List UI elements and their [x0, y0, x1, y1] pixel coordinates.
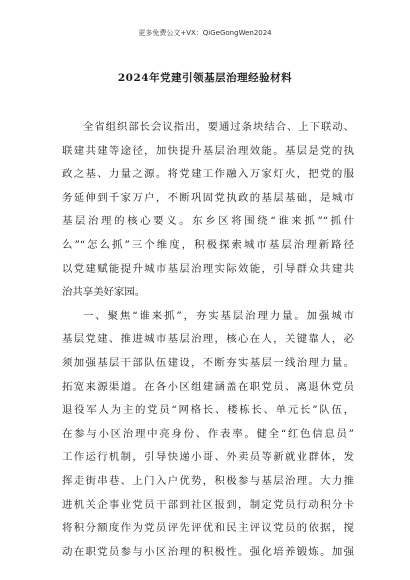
body-line: 以党建赋能提升城市基层治理实际效能，引导群众共建共	[62, 262, 354, 275]
body-line: 联建共建等途径，加快提升基层治理效能。基层是党的执	[62, 144, 354, 157]
body-line: 动在职党员参与小区治理的积极性。强化培养锻炼。加强	[62, 545, 354, 558]
body-line: 进机关企事业党员干部到社区报到，制定党员行动积分卡	[62, 498, 354, 511]
body-line: 拓宽来源渠道。在各小区组建涵盖在职党员、离退休党员	[62, 380, 354, 393]
body-line: 工作运行机制，引导快递小哥、外卖员等新就业群体，发	[62, 451, 354, 464]
body-line: 挥走街串巷、上门入户优势，积极参与基层治理。大力推	[62, 474, 354, 487]
body-line: 全省组织部长会议指出，要通过条块结合、上下联动、	[83, 121, 354, 133]
body-line: 么”“怎么抓”三个维度，积极探索城市基层治理新路径	[62, 238, 354, 251]
body-line: 在参与小区治理中亮身份、作表率。健全“红色信息员”	[62, 427, 354, 440]
body-line: 将积分额度作为党员评先评优和民主评议党员的依据，搅	[62, 522, 354, 535]
body-line: 治共享美好家园。	[62, 286, 146, 299]
body-line: 须加强基层干部队伍建设，不断夯实基层一线治理力量。	[62, 356, 354, 369]
body-line: 政之基、力量之源。将党建工作融入万家灯火，把党的服	[62, 168, 354, 181]
header-note: 更多免费公文+VX：QiGeGongWen2024	[138, 29, 272, 37]
body-line: 一、聚焦“谁来抓”，夯实基层治理力量。加强城市	[83, 309, 354, 322]
document-body	[62, 116, 354, 564]
body-line: 基层党建、推进城市基层治理，核心在人，关键靠人，必	[62, 333, 354, 346]
document-title: 2024年党建引领基层治理经验材料	[117, 72, 293, 84]
body-line: 务延伸到千家万户，不断巩固党执政的基层基础，是城市	[62, 191, 354, 204]
body-line: 退役军人为主的党员“网格长、楼栋长、单元长”队伍，	[62, 404, 354, 417]
body-line: 基层治理的核心要义。东乡区将围绕“谁来抓”“抓什	[62, 215, 354, 228]
